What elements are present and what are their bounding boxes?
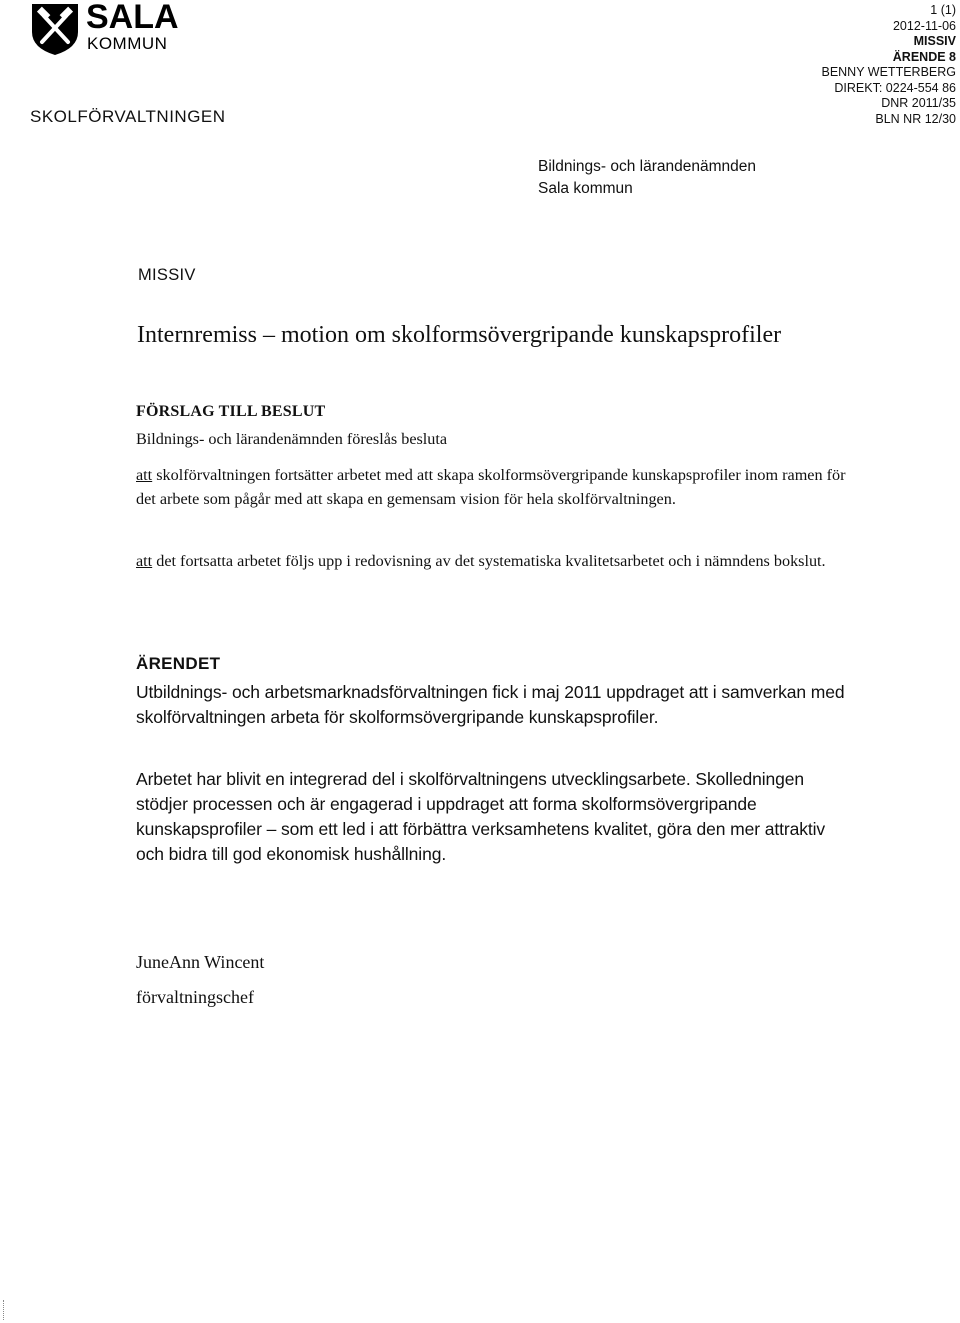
- scan-artifact: [3, 1300, 7, 1320]
- arende-number: ÄRENDE 8: [892, 49, 956, 64]
- contact-name: BENNY WETTERBERG: [821, 65, 956, 79]
- decision-item-2: [136, 550, 856, 574]
- forslag-intro: Bildnings- och lärandenämnden föreslås besluta: [136, 430, 448, 448]
- recipient-address: [538, 156, 756, 200]
- att-keyword: att: [136, 466, 153, 484]
- sala-kommun-logo: [30, 2, 190, 60]
- bln-number: BLN NR 12/30: [875, 111, 956, 126]
- signer-name: JuneAnn Wincent: [136, 952, 265, 972]
- decision-item-1: [136, 464, 856, 511]
- recipient-line-1: Bildnings- och lärandenämnden: [538, 158, 757, 175]
- arendet-paragraph-2: Arbetet har blivit en integrerad del i skolförvaltningens utvecklingsarbete. Skolledningen stödjer processen och är engagerad i uppdraget att forma skolformsövergripande kunskapsprofiler – som ett led i att förbättra verksamhetens kvalitet, göra den mer attraktiv och bidra till god ekonomisk hushållning.: [136, 769, 826, 864]
- recipient-line-2: Sala kommun: [538, 180, 633, 197]
- contact-phone: DIREKT: 0224-554 86: [834, 80, 956, 95]
- logo-text-sala: SALA: [86, 0, 179, 36]
- arendet-heading: ÄRENDET: [136, 654, 221, 673]
- document-date: 2012-11-06: [892, 18, 956, 33]
- logo-text-kommun: KOMMUN: [87, 34, 168, 53]
- crossed-hammers-shield-icon: [30, 2, 80, 56]
- dnr-number: DNR 2011/35: [881, 96, 956, 110]
- forslag-heading: FÖRSLAG TILL BESLUT: [136, 403, 326, 420]
- arendet-paragraph-1: Utbildnings- och arbetsmarknadsförvaltningen fick i maj 2011 uppdraget att i samverkan med skolförvaltningen arbeta för skolformsövergripande kunskapsprofiler.: [136, 682, 845, 727]
- signer-title: förvaltningschef: [136, 987, 254, 1007]
- missiv-label: MISSIV: [138, 266, 196, 284]
- document-title: Internremiss – motion om skolformsövergripande kunskapsprofiler: [137, 322, 782, 348]
- decision-item-2-text: det fortsatta arbetet följs upp i redovisning av det systematiska kvalitetsarbetet och i nämndens bokslut.: [152, 552, 826, 570]
- page-number: 1 (1): [930, 3, 956, 17]
- document-type: MISSIV: [913, 34, 956, 48]
- decision-item-1-text: skolförvaltningen fortsätter arbetet med att skapa skolformsövergripande kunskapsprofiler inom ramen för det arbete som pågår med att skapa en gemensam vision för hela skolförvaltningen.: [136, 466, 846, 508]
- document-meta: [821, 3, 956, 127]
- att-keyword: att: [136, 552, 153, 570]
- department-name: SKOLFÖRVALTNINGEN: [30, 107, 226, 126]
